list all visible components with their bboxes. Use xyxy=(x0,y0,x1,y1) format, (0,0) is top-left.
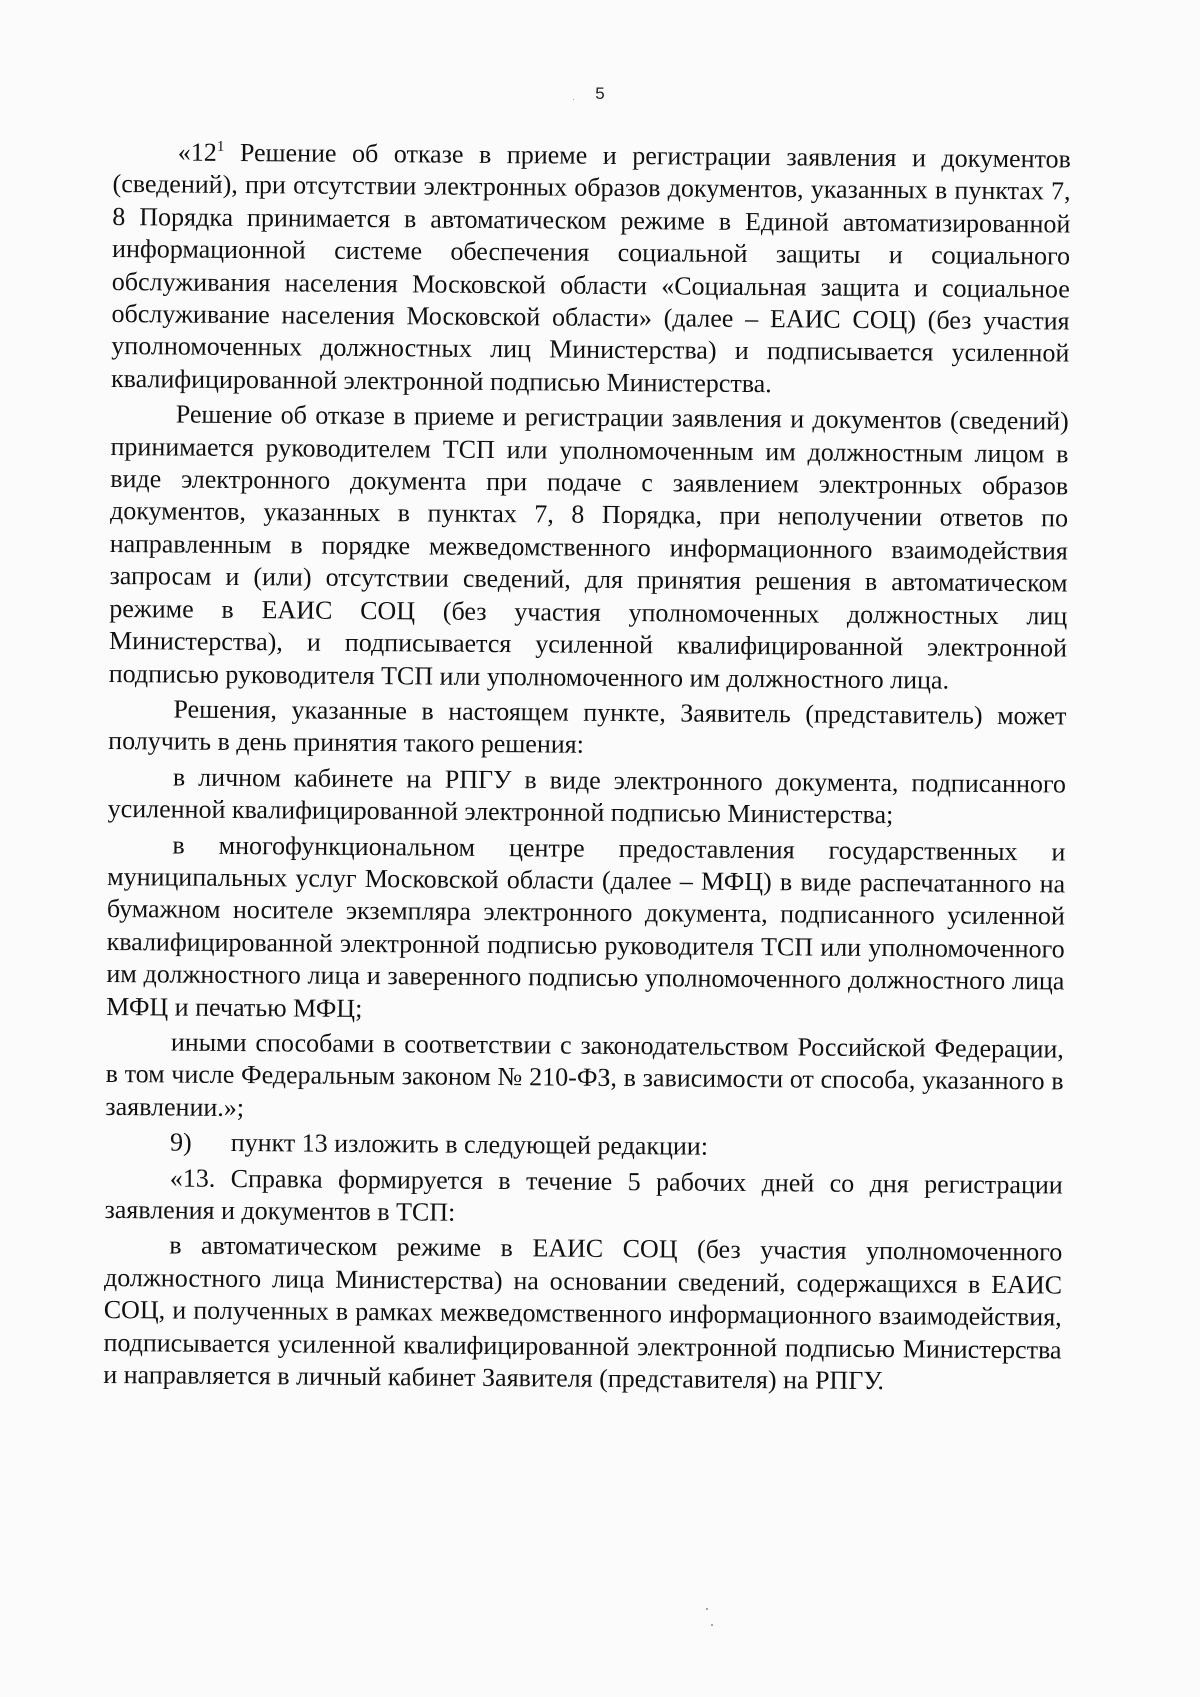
scan-speck xyxy=(573,99,574,100)
paragraph-personal-cabinet: в личном кабинете на РПГУ в виде электронного документа, подписанного усиленной квалифицированной электронной подписью Министерства; xyxy=(107,762,1067,830)
paragraph-refusal-decision: Решение об отказе в приеме и регистрации заявления и документов (сведений) принимается руководителем ТСП или уполномоченным им должностным лицом в виде электронного документа при подаче с заявлением электронных образов документов, указанных в пунктах 7, 8 Порядка, при неполучении ответов по направленным в порядке межведомственного информационного взаимодействия запросам и (или) отсутствии сведений, для принятия решения в автоматическом режиме в ЕАИС СОЦ (без участия уполномоченных должностных лиц Министерства), и подписывается усиленной квалифицированной электронной подписью руководителя ТСП или уполномоченного им должностного лица. xyxy=(108,399,1069,695)
paragraph-12-1-open: «12 xyxy=(177,137,217,167)
document-body xyxy=(103,136,1071,1399)
page-number: 5 xyxy=(595,84,605,103)
paragraph-other-methods: иными способами в соответствии с законодательством Российской Федерации, в том числе Федеральным законом № 210-ФЗ, в зависимости от способа, указанного в заявлении.»; xyxy=(105,1027,1064,1122)
paragraph-12-1 xyxy=(111,136,1071,403)
paragraph-12-1-superscript: 1 xyxy=(216,138,225,155)
scan-speck xyxy=(711,1624,713,1626)
paragraph-decisions-receipt: Решения, указанные в настоящем пункте, Заявитель (представитель) может получить в день принятия такого решения: xyxy=(108,694,1067,760)
paragraph-automatic-mode: в автоматическом режиме в ЕАИС СОЦ (без участия уполномоченного должностного лица Министерства) на основании сведений, содержащихся в ЕАИС СОЦ, и полученных в рамках межведомственного информационного взаимодействия, подписывается усиленной квалифицированной электронной подписью Министерства и направляется в личный кабинет Заявителя (представителя) на РПГУ. xyxy=(103,1230,1063,1396)
paragraph-13: «13. Справка формируется в течение 5 рабочих дней со дня регистрации заявления и документов в ТСП: xyxy=(104,1163,1063,1227)
paragraph-12-1-text: Решение об отказе в приеме и регистрации заявления и документов (сведений), при отсутствии электронных образов документов, указанных в пунктах 7, 8 Порядка принимается в автоматическом режиме в Единой автоматизированной информационной системе обеспечения социальной защиты и социального обслуживания населения Московской области «Социальная защита и социальное обслуживание населения Московской области» (далее – ЕАИС СОЦ) (без участия уполномоченных должностных лиц Министерства) и подписывается усиленной квалифицированной электронной подписью Министерства. xyxy=(110,137,1071,399)
paragraph-item-9: 9) пункт 13 изложить в следующей редакции: xyxy=(169,1127,709,1161)
paragraph-mfc: в многофункциональном центре предоставления государственных и муниципальных услуг Московской области (далее – МФЦ) в виде распечатанного на бумажном носителе экземпляра электронного документа, подписанного усиленной квалифицированной электронной подписью руководителя ТСП или уполномоченного им должностного лица и заверенного подписью уполномоченного должностного лица МФЦ и печатью МФЦ; xyxy=(106,830,1066,1023)
scan-speck xyxy=(706,1608,708,1610)
